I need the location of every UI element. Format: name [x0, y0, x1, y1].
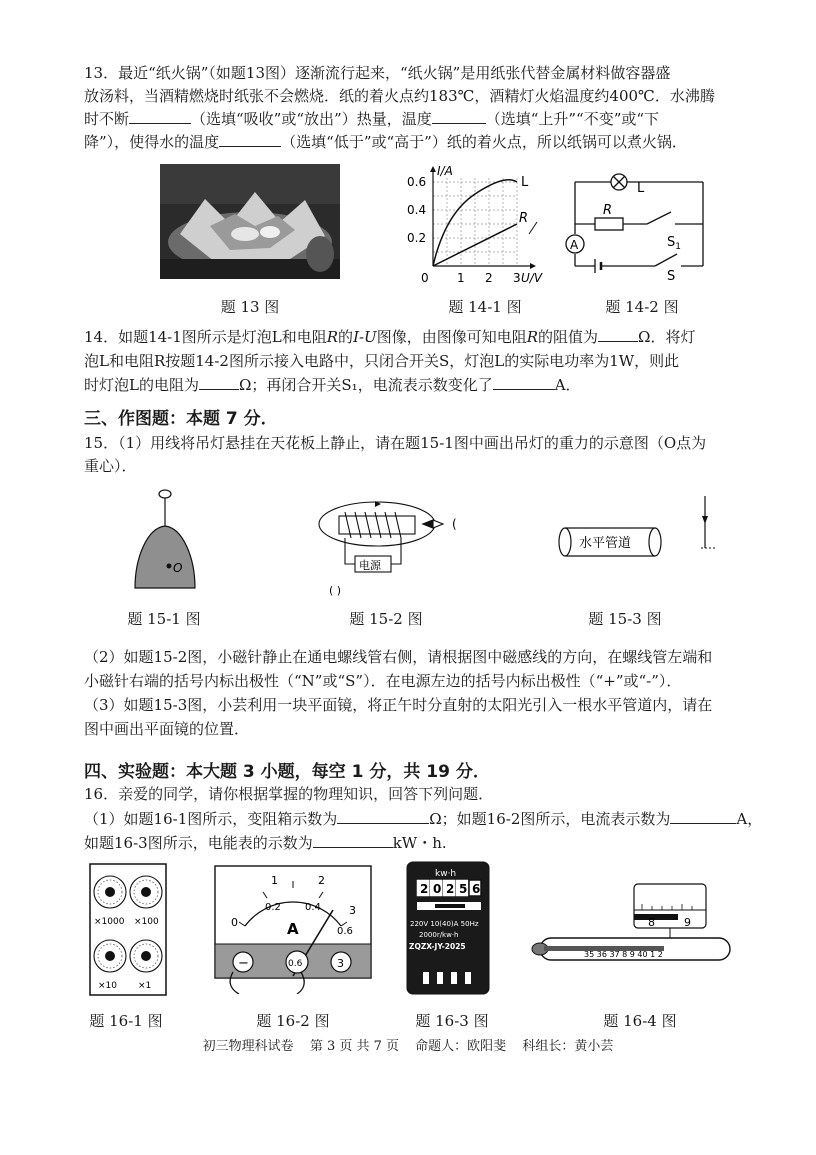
thermo-scale: 35 36 37 8 9 40 1 2 — [584, 950, 663, 959]
xtick-3: 3 — [513, 271, 521, 285]
caption-14-1: 题 14-1 图 — [448, 298, 522, 316]
page-footer — [0, 1035, 816, 1054]
meter-digit-3: 2 — [446, 882, 455, 896]
dial-x1: ×1 — [138, 981, 152, 991]
meter-digit-1: 2 — [420, 882, 429, 896]
q15-part3-line2: 图中画出平面镜的位置． — [84, 720, 250, 738]
q15-line1: 15．（1）用线将吊灯悬挂在天花板上静止，请在题15-1图中画出吊灯的重力的示意图（O点为 — [84, 434, 707, 452]
solenoid-left-paren: ( ) — [329, 584, 342, 597]
pipe-label: 水平管道 — [579, 536, 632, 551]
q16-line3: 如题16-3图所示，电能表的示数为 kW・h. — [84, 834, 447, 852]
meter-digit-4: 5 — [459, 882, 468, 896]
q16-blank3[interactable] — [313, 833, 393, 848]
ammeter-scale-2: 2 — [318, 874, 325, 887]
ammeter-terminal-06: 0.6 — [288, 959, 303, 969]
footer-page-number: 第 3 页 共 7 页 — [309, 1039, 400, 1054]
meter-digit-2: 0 — [433, 882, 442, 896]
q14-blank1[interactable] — [598, 327, 638, 342]
dial-x1000: ×1000 — [94, 917, 125, 927]
ammeter-figure — [213, 864, 373, 994]
circuit-switch1-label: $S_1$ — [667, 235, 681, 252]
q15-part2-line2: 小磁针右端的括号内标出极性（“N”或“S”）．在电源左边的括号内标出极性（“+”或“-”）． — [84, 672, 682, 690]
energy-meter-figure — [405, 860, 491, 996]
q13-line3: 时不断 （选填“吸收”或“放出”）热量，温度 （选填“上升”“不变”或“下 — [84, 110, 660, 128]
q16-line2: （1）如题16-1图所示，变阻箱示数为 Ω；如题16-2图所示，电流表示数为 A， — [84, 810, 763, 828]
q14-blank2[interactable] — [199, 375, 239, 390]
q13-blank2[interactable] — [432, 109, 486, 124]
caption-16-4: 题 16-4 图 — [603, 1012, 677, 1030]
resistance-box-figure — [88, 862, 168, 997]
line-label-R: R — [519, 211, 529, 226]
circuit-resistor-label: R — [603, 203, 613, 218]
caption-15-1: 题 15-1 图 — [127, 610, 201, 628]
caption-16-2: 题 16-2 图 — [256, 1012, 330, 1030]
q13-line1: 13．最近“纸火锅”（如题13图）逐渐流行起来，“纸火锅”是用纸张代替金属材料做容器盛 — [84, 64, 671, 82]
dial-x10: ×10 — [98, 981, 117, 991]
needle-right-paren: ( — [452, 517, 457, 531]
q14-blank3[interactable] — [493, 375, 555, 390]
thermometer-figure — [530, 880, 740, 980]
ammeter-scale-04: 0.4 — [305, 902, 321, 913]
footer-subject: 初三物理科试卷 — [202, 1039, 294, 1054]
ytick-04: 0.4 — [407, 203, 427, 217]
thermo-zoom-8: 8 — [648, 916, 655, 929]
iu-graph — [405, 164, 555, 289]
q13-line4: 降”），使得水的温度 （选填“低于”或“高于”）纸的着火点，所以纸锅可以煮火锅． — [84, 133, 687, 151]
q13-line2: 放汤料，当酒精燃烧时纸张不会燃烧．纸的着火点约183℃，酒精灯火焰温度约400℃．水沸腾 — [84, 87, 715, 105]
horizontal-pipe-figure — [555, 494, 725, 564]
q13-blank1[interactable] — [129, 109, 191, 124]
graph-ylabel: I/A — [437, 164, 453, 178]
meter-rate: 2000r/kw·h — [419, 931, 459, 939]
thermo-zoom-9: 9 — [684, 916, 691, 929]
ytick-02: 0.2 — [407, 231, 427, 245]
q15-line2: 重心）． — [84, 457, 137, 475]
paper-hotpot-photo — [160, 164, 340, 279]
section-4-heading: 四、实验题：本大题 3 小题，每空 1 分，共 19 分． — [84, 762, 490, 782]
ammeter-terminal-minus: − — [238, 956, 249, 971]
meter-unit: kw·h — [435, 869, 457, 879]
line-label-L: L — [521, 175, 529, 190]
footer-leader: 科组长：黄小芸 — [522, 1039, 614, 1054]
caption-15-2: 题 15-2 图 — [349, 610, 423, 628]
caption-15-3: 题 15-3 图 — [588, 610, 662, 628]
meter-spec: 220V 10(40)A 50Hz — [410, 920, 479, 928]
q16-line1: 16．亲爱的同学，请你根据掌握的物理知识，回答下列问题． — [84, 785, 494, 803]
caption-16-1: 题 16-1 图 — [89, 1012, 163, 1030]
q14-line1: 14．如题14-1图所示是灯泡L和电阻R的I-U图像，由图像可知电阻R的阻值为 Ω．将灯 — [84, 328, 696, 346]
caption-13: 题 13 图 — [220, 298, 280, 316]
q16-blank1[interactable] — [337, 809, 429, 824]
circuit-ammeter-label: A — [570, 238, 579, 252]
section-3-heading: 三、作图题：本题 7 分． — [84, 409, 278, 429]
caption-16-3: 题 16-3 图 — [415, 1012, 489, 1030]
q15-part3-line1: （3）如题15-3图，小芸利用一块平面镜，将正午时分直射的太阳光引入一根水平管道内，请在 — [84, 696, 713, 714]
center-of-gravity-label: O — [173, 561, 183, 575]
graph-xlabel: U/V — [521, 271, 543, 285]
xtick-2: 2 — [485, 271, 493, 285]
ammeter-unit-label: A — [287, 920, 299, 938]
solenoid-figure — [315, 494, 465, 604]
ammeter-scale-1: 1 — [271, 874, 278, 887]
ammeter-scale-3: 3 — [349, 904, 356, 917]
circuit-lamp-label: L — [637, 181, 645, 196]
pendant-lamp-figure — [125, 488, 205, 596]
circuit-switch2-label: S — [667, 269, 676, 281]
ammeter-scale-06: 0.6 — [337, 926, 353, 937]
q14-line3: 时灯泡L的电阻为 Ω；再闭合开关S₁，电流表示数变化了 A． — [84, 376, 581, 394]
q13-blank3[interactable] — [219, 132, 281, 147]
circuit-diagram-14 — [565, 166, 715, 281]
caption-14-2: 题 14-2 图 — [605, 298, 679, 316]
ytick-06: 0.6 — [407, 175, 427, 189]
q14-line2: 泡L和电阻R按题14-2图所示接入电路中，只闭合开关S，灯泡L的实际电功率为1W，则此 — [84, 352, 680, 370]
meter-digit-5: 6 — [472, 882, 481, 896]
q16-blank2[interactable] — [670, 809, 736, 824]
ammeter-scale-0: 0 — [231, 916, 238, 929]
q15-part2-line1: （2）如题15-2图，小磁针静止在通电螺线管右侧，请根据图中磁感线的方向，在螺线管左端和 — [84, 648, 713, 666]
xtick-1: 1 — [457, 271, 465, 285]
power-source-label: 电源 — [359, 559, 381, 572]
meter-model: ZQZX-JY-2025 — [409, 942, 466, 951]
footer-author: 命题人：欧阳斐 — [415, 1039, 507, 1054]
dial-x100: ×100 — [134, 917, 159, 927]
ammeter-terminal-3: 3 — [337, 957, 344, 970]
xtick-0: 0 — [421, 271, 429, 285]
ammeter-scale-02: 0.2 — [265, 902, 281, 913]
